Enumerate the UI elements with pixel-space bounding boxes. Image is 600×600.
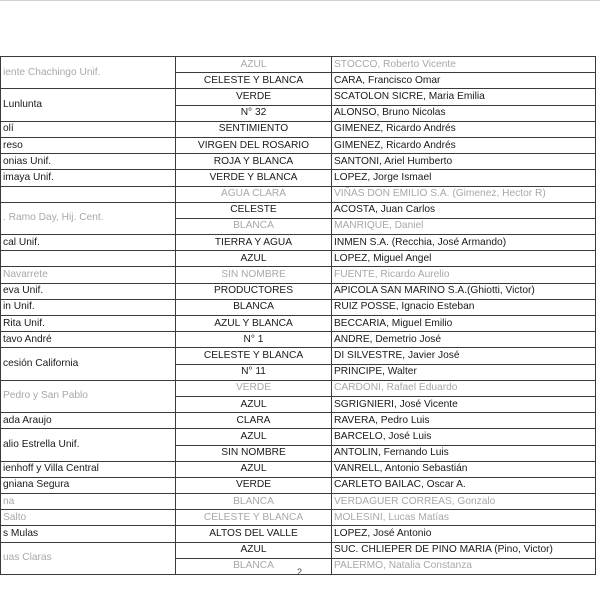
owner-cell: MANRIQUE, Daniel bbox=[332, 218, 596, 234]
owner-cell: LOPEZ, Jorge Ismael bbox=[332, 170, 596, 186]
location-cell: Lunlunta bbox=[1, 89, 176, 121]
location-cell: ienhoff y Villa Central bbox=[1, 461, 176, 477]
brand-cell: N° 1 bbox=[176, 332, 332, 348]
brand-cell: N° 32 bbox=[176, 105, 332, 121]
table-row bbox=[1, 186, 596, 202]
location-cell: tavo André bbox=[1, 332, 176, 348]
location-cell: Rita Unif. bbox=[1, 316, 176, 332]
owner-cell: CARDONI, Rafael Eduardo bbox=[332, 380, 596, 396]
table-row bbox=[1, 316, 596, 332]
table-row bbox=[1, 202, 596, 218]
owner-cell: DI SILVESTRE, Javier José bbox=[332, 348, 596, 364]
location-cell: imaya Unif. bbox=[1, 170, 176, 186]
table-row bbox=[1, 299, 596, 315]
brand-cell: VERDE Y BLANCA bbox=[176, 170, 332, 186]
brand-cell: BLANCA bbox=[176, 558, 332, 574]
brand-cell: ROJA Y BLANCA bbox=[176, 154, 332, 170]
owner-cell: VERDAGUER CORREAS, Gonzalo bbox=[332, 494, 596, 510]
owner-cell: FUENTE, Ricardo Aurelio bbox=[332, 267, 596, 283]
brand-cell: ALTOS DEL VALLE bbox=[176, 526, 332, 542]
brand-cell: N° 11 bbox=[176, 364, 332, 380]
table-row bbox=[1, 510, 596, 526]
location-cell: alio Estrella Unif. bbox=[1, 429, 176, 461]
owner-cell: GIMENEZ, Ricardo Andrés bbox=[332, 137, 596, 153]
brand-cell: VIRGEN DEL ROSARIO bbox=[176, 137, 332, 153]
location-cell: cesión California bbox=[1, 348, 176, 380]
table-row bbox=[1, 267, 596, 283]
location-cell: onias Unif. bbox=[1, 154, 176, 170]
location-cell: in Unif. bbox=[1, 299, 176, 315]
owner-cell: GIMENEZ, Ricardo Andrés bbox=[332, 121, 596, 137]
brand-cell: TIERRA Y AGUA bbox=[176, 235, 332, 251]
brand-cell: VERDE bbox=[176, 89, 332, 105]
owner-cell: SANTONI, Ariel Humberto bbox=[332, 154, 596, 170]
brand-cell: CELESTE bbox=[176, 202, 332, 218]
brand-cell: AZUL bbox=[176, 396, 332, 412]
location-cell bbox=[1, 186, 176, 202]
table-row bbox=[1, 57, 596, 73]
table-row bbox=[1, 542, 596, 558]
table-row bbox=[1, 137, 596, 153]
brand-cell: CELESTE Y BLANCA bbox=[176, 348, 332, 364]
location-cell: gniana Segura bbox=[1, 477, 176, 493]
top-divider bbox=[0, 0, 600, 1]
owner-cell: RAVERA, Pedro Luis bbox=[332, 413, 596, 429]
location-cell: na bbox=[1, 494, 176, 510]
brand-cell: AZUL Y BLANCA bbox=[176, 316, 332, 332]
location-cell: olí bbox=[1, 121, 176, 137]
brand-cell: CELESTE Y BLANCA bbox=[176, 510, 332, 526]
table-row bbox=[1, 413, 596, 429]
brand-cell: AGUA CLARA bbox=[176, 186, 332, 202]
location-cell bbox=[1, 251, 176, 267]
location-cell: ada Araujo bbox=[1, 413, 176, 429]
location-cell: iente Chachingo Unif. bbox=[1, 57, 176, 89]
table-row bbox=[1, 154, 596, 170]
owner-cell: BARCELO, José Luis bbox=[332, 429, 596, 445]
table-row bbox=[1, 251, 596, 267]
owner-cell: PALERMO, Natalia Constanza bbox=[332, 558, 596, 574]
owner-cell: CARA, Francisco Omar bbox=[332, 73, 596, 89]
table-row bbox=[1, 526, 596, 542]
owner-cell: STOCCO, Roberto Vicente bbox=[332, 57, 596, 73]
brand-cell: VERDE bbox=[176, 380, 332, 396]
owner-cell: ANDRE, Demetrio José bbox=[332, 332, 596, 348]
owner-cell: BECCARIA, Miguel Emilio bbox=[332, 316, 596, 332]
table-row bbox=[1, 235, 596, 251]
table-row bbox=[1, 170, 596, 186]
brand-cell: SIN NOMBRE bbox=[176, 267, 332, 283]
location-cell: reso bbox=[1, 137, 176, 153]
table-row bbox=[1, 121, 596, 137]
brand-cell: AZUL bbox=[176, 251, 332, 267]
location-cell: . Ramo Day, Hij. Cent. bbox=[1, 202, 176, 234]
owner-cell: ANTOLIN, Fernando Luis bbox=[332, 445, 596, 461]
page-number: 2 bbox=[297, 567, 303, 577]
owner-cell: VANRELL, Antonio Sebastián bbox=[332, 461, 596, 477]
table-row bbox=[1, 461, 596, 477]
brand-cell: VERDE bbox=[176, 477, 332, 493]
brand-cell: AZUL bbox=[176, 57, 332, 73]
location-cell: Pedro y San Pablo bbox=[1, 380, 176, 412]
registry-table-body bbox=[1, 57, 596, 575]
brand-cell: AZUL bbox=[176, 461, 332, 477]
owner-cell: SCATOLON SICRE, Maria Emilia bbox=[332, 89, 596, 105]
brand-cell: AZUL bbox=[176, 429, 332, 445]
brand-cell: CLARA bbox=[176, 413, 332, 429]
owner-cell: ALONSO, Bruno Nicolas bbox=[332, 105, 596, 121]
owner-cell: MOLESINI, Lucas Matías bbox=[332, 510, 596, 526]
owner-cell: RUIZ POSSE, Ignacio Esteban bbox=[332, 299, 596, 315]
owner-cell: PRINCIPE, Walter bbox=[332, 364, 596, 380]
table-row bbox=[1, 429, 596, 445]
table-row bbox=[1, 89, 596, 105]
brand-cell: AZUL bbox=[176, 542, 332, 558]
location-cell: eva Unif. bbox=[1, 283, 176, 299]
brand-cell: BLANCA bbox=[176, 218, 332, 234]
owner-cell: ACOSTA, Juan Carlos bbox=[332, 202, 596, 218]
owner-cell: VIÑAS DON EMILIO S.A. (Gimenez, Hector R) bbox=[332, 186, 596, 202]
table-row bbox=[1, 332, 596, 348]
brand-cell: BLANCA bbox=[176, 494, 332, 510]
table-row bbox=[1, 477, 596, 493]
table-row bbox=[1, 494, 596, 510]
location-cell: cal Unif. bbox=[1, 235, 176, 251]
table-row bbox=[1, 283, 596, 299]
location-cell: Salto bbox=[1, 510, 176, 526]
owner-cell: CARLETO BAILAC, Oscar A. bbox=[332, 477, 596, 493]
brand-cell: SIN NOMBRE bbox=[176, 445, 332, 461]
owner-cell: LOPEZ, Miguel Angel bbox=[332, 251, 596, 267]
owner-cell: SUC. CHLIEPER DE PINO MARIA (Pino, Victor) bbox=[332, 542, 596, 558]
brand-cell: CELESTE Y BLANCA bbox=[176, 73, 332, 89]
owner-cell: INMEN S.A. (Recchia, José Armando) bbox=[332, 235, 596, 251]
owner-cell: SGRIGNIERI, José Vicente bbox=[332, 396, 596, 412]
owner-cell: APICOLA SAN MARINO S.A.(Ghiotti, Victor) bbox=[332, 283, 596, 299]
brand-cell: BLANCA bbox=[176, 299, 332, 315]
registry-table bbox=[0, 56, 596, 575]
table-row bbox=[1, 348, 596, 364]
brand-cell: PRODUCTORES bbox=[176, 283, 332, 299]
location-cell: Navarrete bbox=[1, 267, 176, 283]
location-cell: s Mulas bbox=[1, 526, 176, 542]
table-row bbox=[1, 380, 596, 396]
owner-cell: LOPEZ, José Antonio bbox=[332, 526, 596, 542]
location-cell: uas Claras bbox=[1, 542, 176, 574]
brand-cell: SENTIMIENTO bbox=[176, 121, 332, 137]
